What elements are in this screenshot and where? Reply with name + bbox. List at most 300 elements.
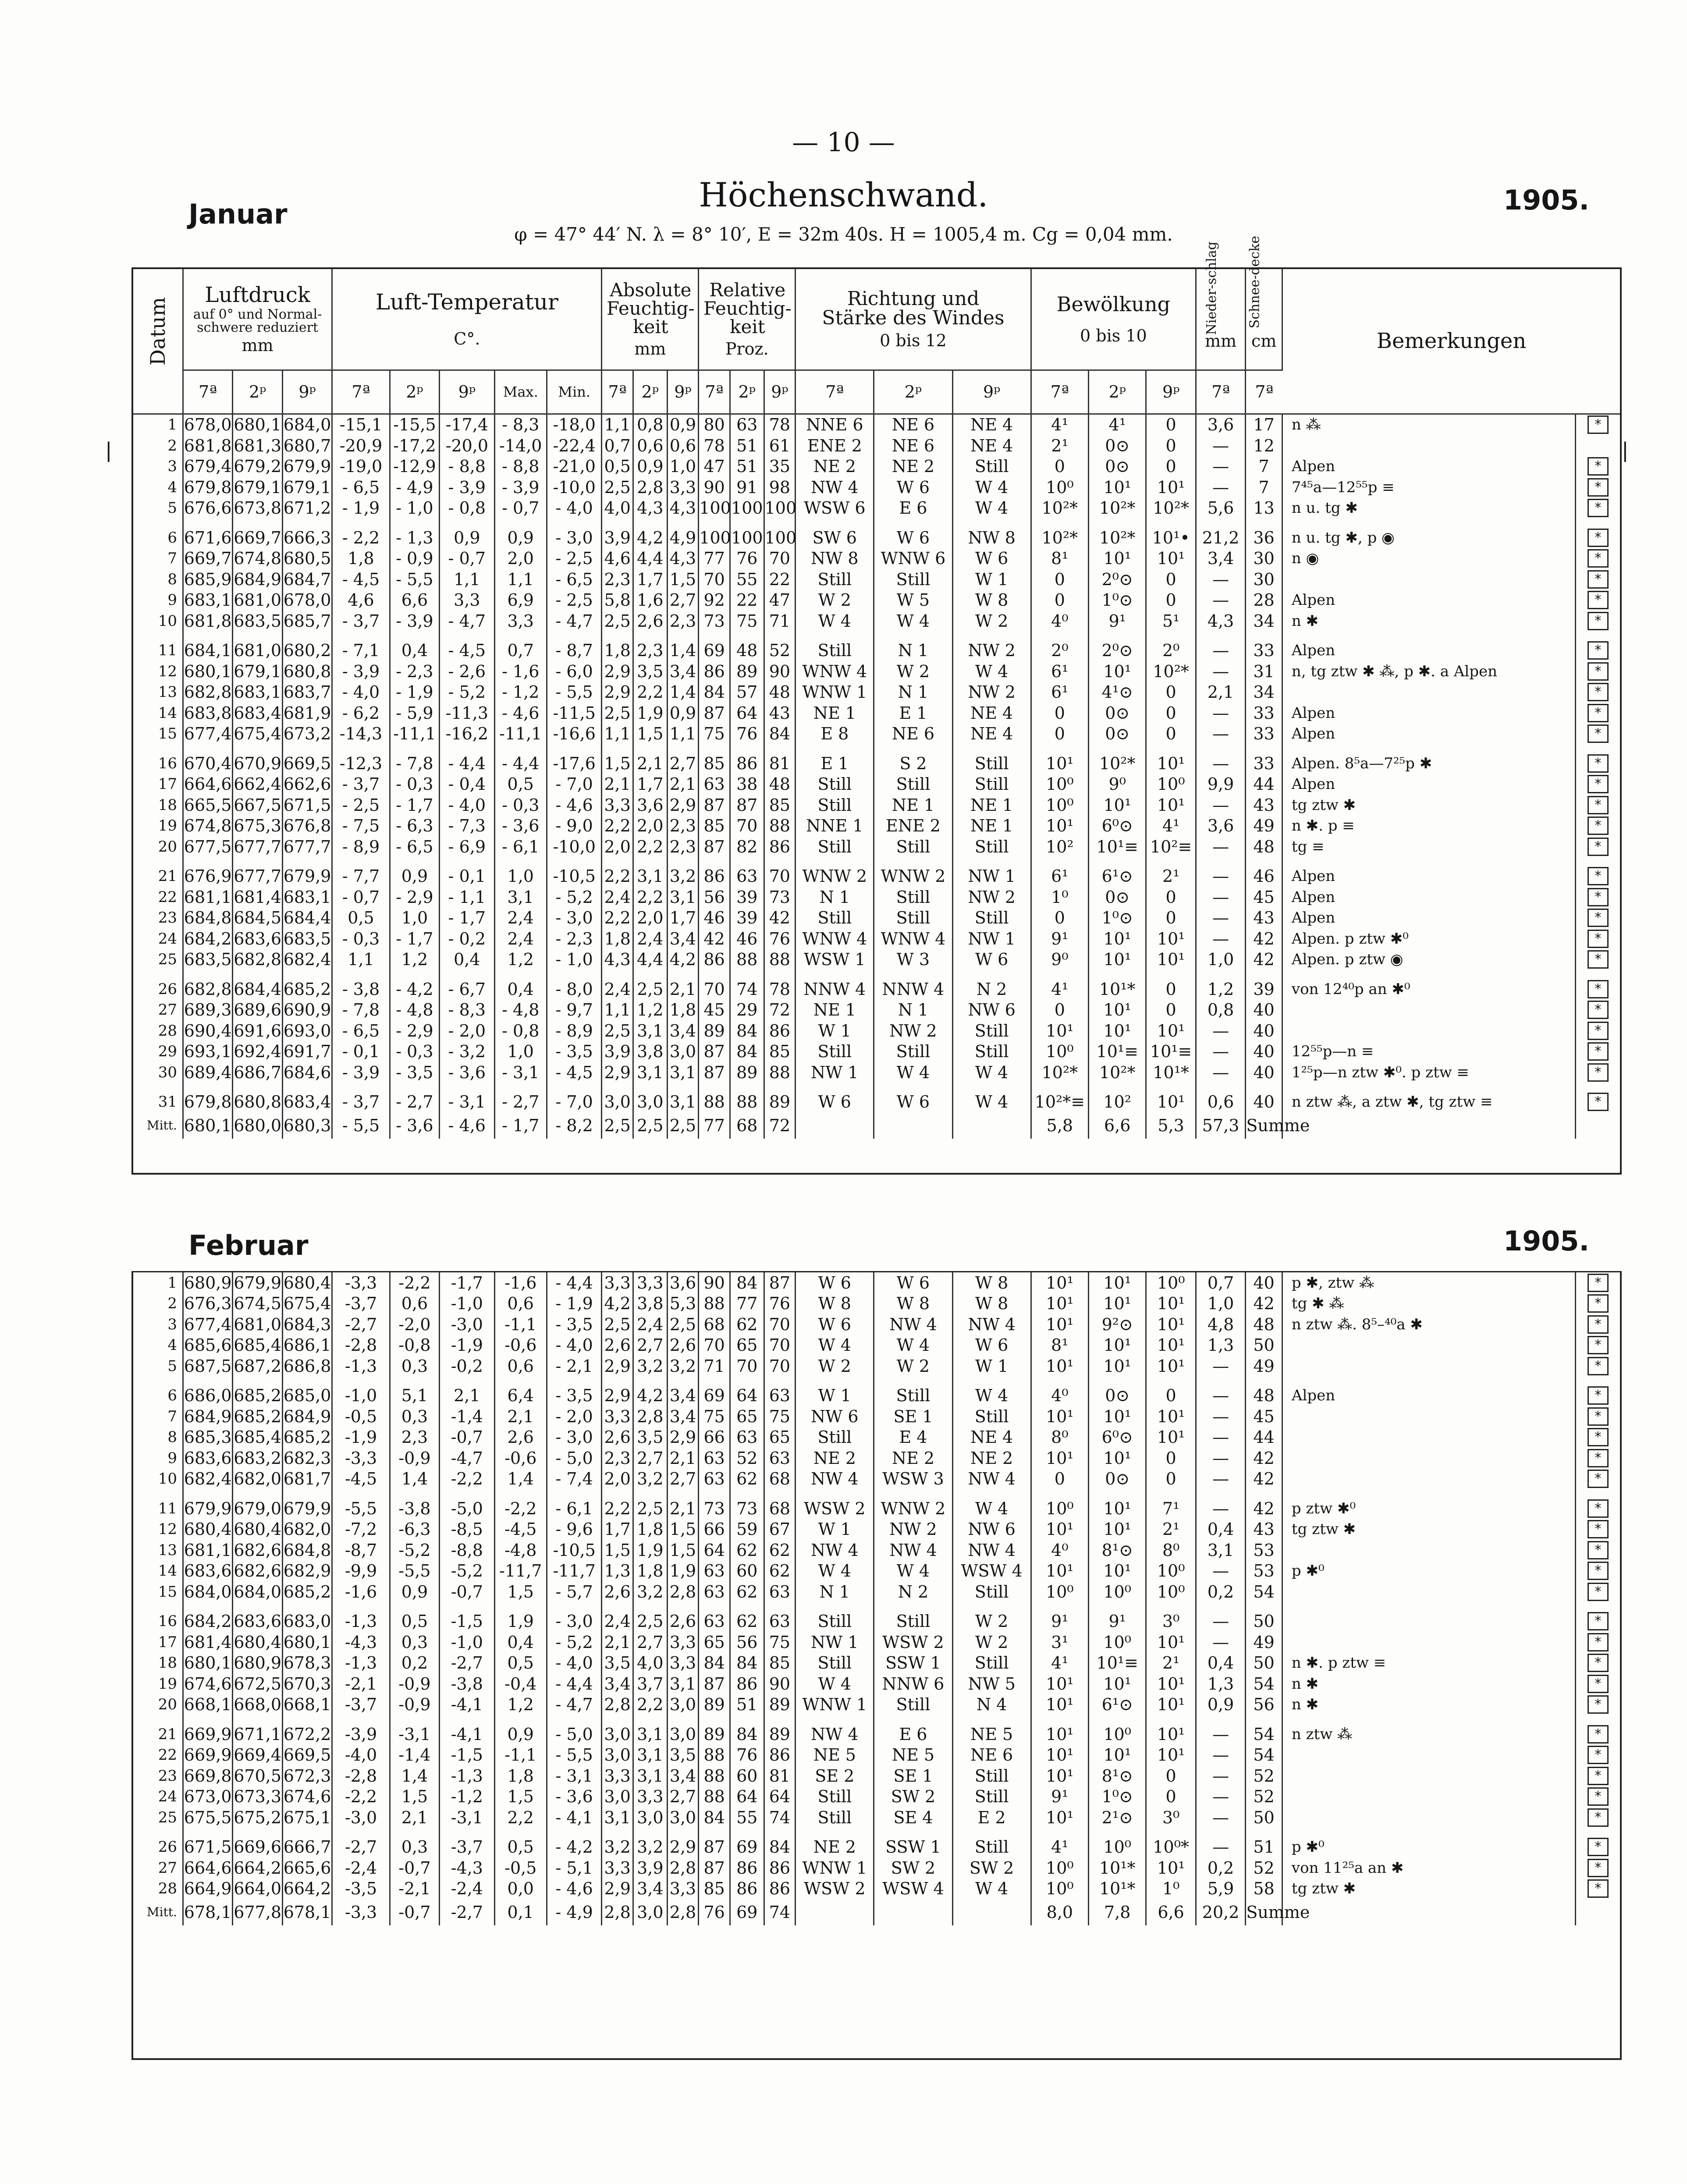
table-row [133, 1765, 1620, 1786]
station-sign-box: * [1588, 1746, 1609, 1764]
cell-rel-2p: 89 [730, 1062, 764, 1083]
cell-wind-7a: W 4 [796, 611, 874, 632]
cell-datum: 22 [133, 1745, 183, 1766]
cell-bew-9p: 3⁰ [1146, 1807, 1196, 1828]
cell-abs-9p: 1,5 [667, 1519, 699, 1540]
cell-druck-7a: 664,6 [183, 774, 232, 795]
cell-temp-max: -1,1 [494, 1314, 547, 1335]
cell-temp-max: 3,1 [494, 887, 547, 908]
cell-temp-max: -11,7 [494, 1561, 547, 1582]
cell-bemerkung: Alpen [1282, 857, 1575, 887]
cell-wind-9p: Still [952, 1653, 1031, 1674]
cell-druck-2p: 685,4 [233, 1335, 282, 1356]
cell-temp-2p: - 0,3 [390, 1041, 439, 1062]
cell-bew-9p: 10¹ [1146, 1632, 1196, 1653]
cell-wind-9p: Still [952, 456, 1031, 477]
cell-druck-9p: 666,3 [282, 518, 332, 548]
cell-temp-min: - 3,0 [547, 1602, 601, 1632]
cell-temp-9p: - 8,3 [440, 1000, 494, 1021]
cell-druck-2p: 681,0 [233, 632, 282, 661]
cell-rel-9p: 48 [764, 774, 796, 795]
mittel-row [133, 1112, 1620, 1139]
station-sign-box: * [1588, 888, 1609, 906]
cell-schneedecke: 31 [1246, 661, 1282, 682]
february-data [133, 1272, 1620, 1925]
cell-rel-7a: 63 [699, 1561, 730, 1582]
cell-druck-9p: 684,3 [282, 1314, 332, 1335]
cell-temp-7a: -2,7 [332, 1314, 390, 1335]
cell-wind-2p: N 2 [874, 1581, 952, 1602]
cell-bew-2p: 9¹ [1089, 611, 1146, 632]
cell-temp-min: -11,5 [547, 703, 601, 724]
table-row [133, 1406, 1620, 1427]
cell-abs-2p: 0,9 [633, 456, 668, 477]
cell-wind-9p: Still [952, 744, 1031, 774]
mittel-bemerkung [1282, 1112, 1575, 1139]
cell-temp-2p: -12,9 [390, 456, 439, 477]
cell-druck-9p: 685,2 [282, 970, 332, 1000]
station-sign-box: * [1588, 838, 1609, 856]
cell-temp-7a: -1,3 [332, 1602, 390, 1632]
cell-bemerkung: n ⁂ [1282, 415, 1575, 436]
cell-temp-9p: - 1,1 [440, 887, 494, 908]
cell-wind-7a: Still [796, 1786, 874, 1808]
station-sign-box: * [1588, 1428, 1609, 1446]
cell-druck-2p: 675,4 [233, 724, 282, 745]
cell-temp-9p: -1,3 [440, 1765, 494, 1786]
table-row [133, 456, 1620, 477]
table-row [133, 774, 1620, 795]
cell-temp-min: - 3,1 [547, 1765, 601, 1786]
cell-abs-7a: 0,7 [602, 435, 633, 456]
cell-rel-9p: 22 [764, 569, 796, 590]
cell-datum: 20 [133, 836, 183, 857]
cell-niederschlag: — [1196, 1632, 1245, 1653]
cell-sign [1575, 949, 1620, 970]
cell-temp-9p: - 0,4 [440, 774, 494, 795]
cell-wind-7a: SE 2 [796, 1765, 874, 1786]
table-row [133, 1786, 1620, 1808]
cell-abs-7a: 1,7 [602, 1519, 633, 1540]
cell-temp-min: - 3,5 [547, 1314, 601, 1335]
cell-rel-9p: 72 [764, 1000, 796, 1021]
cell-bew-2p: 10¹ [1089, 477, 1146, 498]
station-sign-box: * [1588, 1470, 1609, 1488]
cell-temp-9p: - 0,2 [440, 928, 494, 949]
station-sign-box: * [1588, 683, 1609, 701]
cell-temp-7a: - 2,2 [332, 518, 390, 548]
table-row [133, 1020, 1620, 1041]
table-row [133, 1448, 1620, 1469]
cell-druck-9p: 686,1 [282, 1335, 332, 1356]
cell-temp-7a: 1,8 [332, 548, 390, 569]
cell-rel-2p: 100 [730, 518, 764, 548]
cell-bew-9p: 10¹ [1146, 1293, 1196, 1314]
station-sign-box: * [1588, 499, 1609, 517]
cell-bew-7a: 4⁰ [1031, 611, 1088, 632]
cell-niederschlag: — [1196, 632, 1245, 661]
cell-rel-2p: 76 [730, 548, 764, 569]
cell-wind-2p: WSW 4 [874, 1879, 952, 1900]
cell-datum: 28 [133, 1020, 183, 1041]
cell-datum: 25 [133, 949, 183, 970]
cell-druck-7a: 676,6 [183, 498, 232, 519]
cell-rel-2p: 70 [730, 1356, 764, 1377]
cell-abs-7a: 4,6 [602, 548, 633, 569]
cell-temp-min: -18,0 [547, 415, 601, 436]
cell-sign [1575, 548, 1620, 569]
cell-niederschlag: 3,1 [1196, 1540, 1245, 1561]
cell-bew-2p: 10¹ [1089, 1448, 1146, 1469]
cell-abs-9p: 3,1 [667, 1083, 699, 1113]
cell-temp-7a: -12,3 [332, 744, 390, 774]
cell-wind-7a: W 4 [796, 1335, 874, 1356]
cell-abs-7a: 2,4 [602, 887, 633, 908]
cell-temp-7a: 1,1 [332, 949, 390, 970]
cell-wind-7a: W 6 [796, 1083, 874, 1113]
cell-druck-7a: 683,8 [183, 703, 232, 724]
cell-niederschlag: 5,6 [1196, 498, 1245, 519]
cell-temp-min: - 8,9 [547, 1020, 601, 1041]
cell-niederschlag: 0,2 [1196, 1857, 1245, 1879]
cell-sign [1575, 1765, 1620, 1786]
cell-sign [1575, 1335, 1620, 1356]
cell-bew-7a: 9¹ [1031, 1602, 1088, 1632]
cell-bemerkung: 1²⁵p—n ztw ✱⁰. p ztw ≡ [1282, 1062, 1575, 1083]
cell-rel-7a: 80 [699, 415, 730, 436]
cell-abs-7a: 1,5 [602, 744, 633, 774]
cell-abs-9p: 4,2 [667, 949, 699, 970]
cell-temp-min: - 5,1 [547, 1857, 601, 1879]
cell-temp-2p: - 3,5 [390, 1062, 439, 1083]
cell-temp-2p: - 4,9 [390, 477, 439, 498]
cell-wind-7a: Still [796, 836, 874, 857]
cell-datum: 23 [133, 908, 183, 929]
table-row [133, 661, 1620, 682]
station-sign-box: * [1588, 754, 1609, 773]
cell-temp-2p: 0,3 [390, 1356, 439, 1377]
cell-wind-2p: WNW 2 [874, 857, 952, 887]
cell-druck-9p: 680,8 [282, 661, 332, 682]
cell-druck-9p: 678,0 [282, 590, 332, 611]
cell-temp-9p: - 2,0 [440, 1020, 494, 1041]
cell-wind-9p: NE 2 [952, 1448, 1031, 1469]
cell-sign [1575, 1673, 1620, 1694]
table-row [133, 1293, 1620, 1314]
cell-bew-2p: 10¹ [1089, 1745, 1146, 1766]
cell-temp-9p: - 5,2 [440, 682, 494, 703]
cell-bemerkung: n ztw ⁂, a ztw ✱, tg ztw ≡ [1282, 1083, 1575, 1113]
cell-druck-7a: 681,1 [183, 887, 232, 908]
cell-druck-9p: 681,7 [282, 1469, 332, 1490]
cell-temp-7a: -5,5 [332, 1489, 390, 1519]
cell-druck-2p: 669,6 [233, 1828, 282, 1858]
cell-wind-9p: NE 4 [952, 435, 1031, 456]
cell-rel-9p: 75 [764, 1406, 796, 1427]
cell-wind-2p: W 2 [874, 1356, 952, 1377]
cell-wind-7a: WNW 4 [796, 661, 874, 682]
cell-temp-7a: - 6,5 [332, 477, 390, 498]
cell-druck-7a: 676,9 [183, 857, 232, 887]
cell-bew-2p: 10² [1089, 1083, 1146, 1113]
cell-rel-7a: 42 [699, 928, 730, 949]
cell-niederschlag: — [1196, 1356, 1245, 1377]
cell-wind-9p: NE 6 [952, 1745, 1031, 1766]
station-sign-box: * [1588, 1001, 1609, 1019]
cell-wind-7a: WNW 2 [796, 857, 874, 887]
cell-datum: 10 [133, 1469, 183, 1490]
cell-temp-max: 0,4 [494, 1632, 547, 1653]
cell-abs-7a: 1,8 [602, 632, 633, 661]
cell-abs-2p: 2,4 [633, 1314, 668, 1335]
cell-sign [1575, 1828, 1620, 1858]
cell-wind-2p: E 4 [874, 1427, 952, 1448]
cell-niederschlag: 1,0 [1196, 1293, 1245, 1314]
cell-rel-7a: 86 [699, 857, 730, 887]
cell-druck-2p: 682,8 [233, 949, 282, 970]
cell-bemerkung [1282, 1020, 1575, 1041]
cell-wind-9p: N 4 [952, 1694, 1031, 1715]
table-row [133, 1540, 1620, 1561]
cell-bemerkung [1282, 1469, 1575, 1490]
table-row [133, 1857, 1620, 1879]
cell-bew-2p: 10¹* [1089, 970, 1146, 1000]
cell-wind-7a: Still [796, 1602, 874, 1632]
cell-wind-7a: NE 2 [796, 1828, 874, 1858]
cell-druck-9p: 682,0 [282, 1519, 332, 1540]
cell-abs-9p: 4,3 [667, 548, 699, 569]
cell-abs-2p: 2,5 [633, 1489, 668, 1519]
cell-bew-9p: 10¹ [1146, 1356, 1196, 1377]
cell-bew-2p: 10²* [1089, 518, 1146, 548]
cell-temp-9p: -1,5 [440, 1745, 494, 1766]
cell-temp-2p: - 2,7 [390, 1083, 439, 1113]
cell-abs-9p: 1,0 [667, 456, 699, 477]
cell-abs-2p: 3,3 [633, 1786, 668, 1808]
cell-rel-7a: 47 [699, 456, 730, 477]
cell-druck-2p: 683,6 [233, 1602, 282, 1632]
cell-datum: 9 [133, 590, 183, 611]
mittel-schneedecke: Summe [1246, 1112, 1282, 1139]
station-sign-box: * [1588, 415, 1609, 434]
cell-druck-2p: 675,2 [233, 1807, 282, 1828]
cell-bew-9p: 0 [1146, 1377, 1196, 1406]
cell-datum: 11 [133, 632, 183, 661]
cell-schneedecke: 49 [1246, 1356, 1282, 1377]
cell-temp-min: - 8,7 [547, 632, 601, 661]
cell-wind-7a: Still [796, 632, 874, 661]
cell-rel-9p: 78 [764, 970, 796, 1000]
cell-bemerkung: Alpen [1282, 1377, 1575, 1406]
cell-bemerkung: n ◉ [1282, 548, 1575, 569]
cell-rel-7a: 87 [699, 703, 730, 724]
table-row [133, 611, 1620, 632]
cell-bew-9p: 10⁰ [1146, 1561, 1196, 1582]
cell-niederschlag: — [1196, 928, 1245, 949]
cell-druck-9p: 680,2 [282, 632, 332, 661]
station-sign-box: * [1588, 1654, 1609, 1672]
cell-rel-7a: 89 [699, 1715, 730, 1745]
cell-abs-9p: 3,1 [667, 1062, 699, 1083]
table-row [133, 1489, 1620, 1519]
mittel-datum: Mitt. [133, 1112, 183, 1139]
cell-temp-7a: - 3,7 [332, 611, 390, 632]
cell-bew-7a: 8¹ [1031, 1335, 1088, 1356]
station-sign-box: * [1588, 1022, 1609, 1040]
cell-abs-2p: 2,7 [633, 1632, 668, 1653]
cell-druck-7a: 678,0 [183, 415, 232, 436]
table-row [133, 1272, 1620, 1293]
cell-schneedecke: 33 [1246, 724, 1282, 745]
cell-sign [1575, 415, 1620, 436]
cell-bew-9p: 2¹ [1146, 857, 1196, 887]
cell-bew-9p: 10⁰ [1146, 1581, 1196, 1602]
cell-druck-2p: 681,0 [233, 590, 282, 611]
cell-wind-9p: E 2 [952, 1807, 1031, 1828]
cell-bemerkung: n ✱ [1282, 611, 1575, 632]
cell-temp-2p: - 3,9 [390, 611, 439, 632]
table-row [133, 569, 1620, 590]
cell-temp-7a: -2,4 [332, 1857, 390, 1879]
cell-druck-7a: 685,9 [183, 569, 232, 590]
cell-wind-7a: NW 4 [796, 477, 874, 498]
cell-abs-2p: 3,1 [633, 1715, 668, 1745]
cell-schneedecke: 50 [1246, 1335, 1282, 1356]
cell-rel-7a: 88 [699, 1083, 730, 1113]
cell-rel-7a: 85 [699, 1879, 730, 1900]
cell-temp-max: - 2,7 [494, 1083, 547, 1113]
cell-niederschlag: — [1196, 1745, 1245, 1766]
cell-druck-7a: 681,4 [183, 1632, 232, 1653]
cell-druck-9p: 671,5 [282, 795, 332, 816]
cell-bemerkung: Alpen [1282, 887, 1575, 908]
cell-datum: 17 [133, 774, 183, 795]
cell-wind-9p: NW 1 [952, 857, 1031, 887]
cell-sign [1575, 569, 1620, 590]
cell-wind-9p: Still [952, 774, 1031, 795]
cell-abs-2p: 1,8 [633, 1519, 668, 1540]
cell-sign [1575, 887, 1620, 908]
cell-sign [1575, 1356, 1620, 1377]
mittel-rel-2p: 69 [730, 1899, 764, 1925]
cell-schneedecke: 40 [1246, 1272, 1282, 1293]
cell-wind-2p: Still [874, 1694, 952, 1715]
cell-druck-2p: 685,4 [233, 1427, 282, 1448]
cell-rel-2p: 86 [730, 744, 764, 774]
cell-sign [1575, 1653, 1620, 1674]
year-january: 1905. [1503, 184, 1590, 216]
cell-bew-2p: 10¹* [1089, 1857, 1146, 1879]
cell-druck-9p: 690,9 [282, 1000, 332, 1021]
cell-temp-7a: - 0,1 [332, 1041, 390, 1062]
cell-bew-7a: 10¹ [1031, 1745, 1088, 1766]
table-row [133, 1715, 1620, 1745]
cell-datum: 8 [133, 1427, 183, 1448]
cell-datum: 6 [133, 518, 183, 548]
cell-wind-7a: Still [796, 1427, 874, 1448]
cell-bemerkung: p ✱⁰ [1282, 1828, 1575, 1858]
cell-bemerkung: Alpen [1282, 774, 1575, 795]
cell-temp-min: - 5,2 [547, 887, 601, 908]
cell-temp-min: - 2,5 [547, 590, 601, 611]
cell-bew-7a: 10¹ [1031, 1694, 1088, 1715]
cell-temp-9p: -0,7 [440, 1427, 494, 1448]
cell-bew-2p: 10¹ [1089, 1489, 1146, 1519]
cell-rel-9p: 70 [764, 1314, 796, 1335]
cell-abs-2p: 2,8 [633, 477, 668, 498]
cell-bew-7a: 10¹ [1031, 1314, 1088, 1335]
header-relative: Relative Feuchtig-keit Proz. [699, 269, 796, 370]
cell-bemerkung: tg ztw ✱ [1282, 1879, 1575, 1900]
cell-abs-7a: 2,5 [602, 1020, 633, 1041]
cell-temp-2p: -1,4 [390, 1745, 439, 1766]
cell-wind-9p: NE 4 [952, 1427, 1031, 1448]
cell-rel-2p: 63 [730, 857, 764, 887]
cell-wind-2p: WNW 4 [874, 928, 952, 949]
cell-schneedecke: 30 [1246, 569, 1282, 590]
cell-druck-2p: 673,8 [233, 498, 282, 519]
cell-temp-7a: - 7,1 [332, 632, 390, 661]
cell-druck-2p: 684,5 [233, 908, 282, 929]
table-row [133, 1356, 1620, 1377]
cell-druck-7a: 680,9 [183, 1272, 232, 1293]
station-sign-box: * [1588, 1357, 1609, 1375]
station-sign-box: * [1588, 612, 1609, 630]
cell-rel-9p: 90 [764, 1673, 796, 1694]
cell-rel-7a: 88 [699, 1745, 730, 1766]
cell-rel-2p: 86 [730, 1879, 764, 1900]
mittel-temp-7a: -3,3 [332, 1899, 390, 1925]
table-row [133, 928, 1620, 949]
cell-rel-7a: 68 [699, 1314, 730, 1335]
mittel-temp-9p: - 4,6 [440, 1112, 494, 1139]
cell-abs-9p: 3,3 [667, 1653, 699, 1674]
cell-schneedecke: 42 [1246, 1469, 1282, 1490]
cell-abs-9p: 3,4 [667, 1020, 699, 1041]
cell-temp-2p: -2,0 [390, 1314, 439, 1335]
cell-wind-2p: NW 2 [874, 1020, 952, 1041]
mittel-temp-7a: - 5,5 [332, 1112, 390, 1139]
cell-niederschlag: 3,6 [1196, 816, 1245, 837]
cell-schneedecke: 54 [1246, 1715, 1282, 1745]
cell-rel-2p: 22 [730, 590, 764, 611]
cell-bemerkung: n ✱. p ztw ≡ [1282, 1653, 1575, 1674]
cell-bew-9p: 0 [1146, 456, 1196, 477]
cell-abs-7a: 2,6 [602, 1581, 633, 1602]
cell-rel-9p: 70 [764, 857, 796, 887]
cell-temp-7a: -19,0 [332, 456, 390, 477]
table-row [133, 415, 1620, 436]
cell-temp-2p: 0,3 [390, 1828, 439, 1858]
cell-druck-2p: 680,1 [233, 415, 282, 436]
cell-datum: 3 [133, 456, 183, 477]
cell-temp-7a: -4,0 [332, 1745, 390, 1766]
station-sign-box: * [1588, 457, 1609, 476]
cell-abs-2p: 3,4 [633, 1879, 668, 1900]
cell-sign [1575, 518, 1620, 548]
cell-bew-7a: 10¹ [1031, 816, 1088, 837]
cell-temp-9p: - 3,2 [440, 1041, 494, 1062]
mittel-druck-7a: 680,1 [183, 1112, 232, 1139]
cell-druck-2p: 691,6 [233, 1020, 282, 1041]
cell-rel-7a: 63 [699, 1581, 730, 1602]
station-sign-box: * [1588, 641, 1609, 660]
cell-abs-2p: 4,4 [633, 949, 668, 970]
cell-bew-7a: 10² [1031, 836, 1088, 857]
cell-abs-9p: 2,1 [667, 970, 699, 1000]
table-row [133, 857, 1620, 887]
cell-bew-2p: 10¹ [1089, 1272, 1146, 1293]
